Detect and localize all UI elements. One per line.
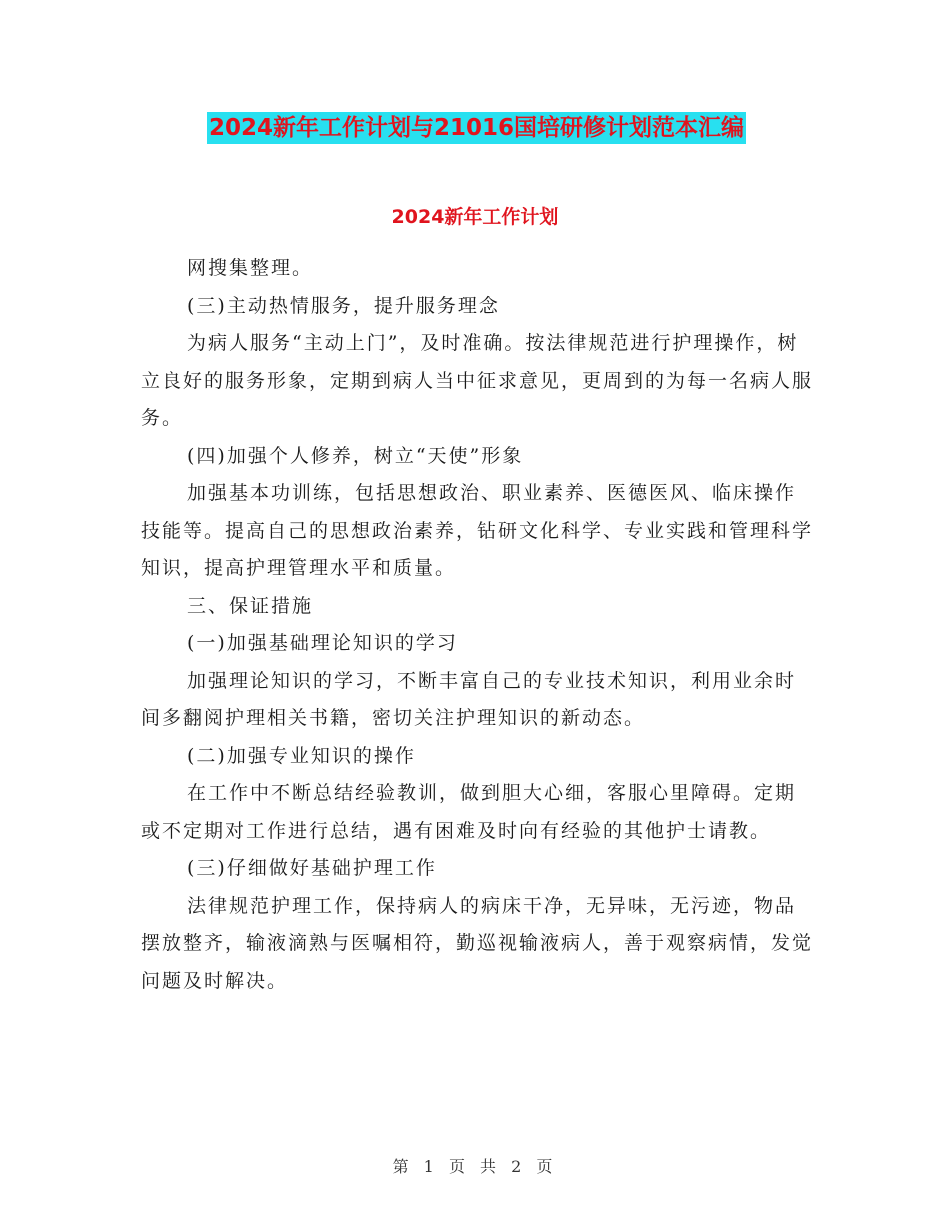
paragraph: 在工作中不断总结经验教训，做到胆大心细，客服心里障碍。定期或不定期对工作进行总结，遇有困难及时向有经验的其他护士请教。 <box>141 782 797 842</box>
document-title: 2024新年工作计划与21016国培研修计划范本汇编 <box>207 112 746 144</box>
page-number-footer: 第 1 页 共 2 页 <box>392 1157 558 1176</box>
section-title: 2024新年工作计划 <box>391 206 559 228</box>
paragraph: 法律规范护理工作，保持病人的病床干净，无异味，无污迹，物品摆放整齐，输液滴熟与医嘱相符，勤巡视输液病人，善于观察病情，发觉问题及时解决。 <box>141 894 814 992</box>
paragraph: (三)主动热情服务，提升服务理念 <box>187 294 500 317</box>
paragraph: 三、保证措施 <box>187 594 314 617</box>
paragraph: (二)加强专业知识的操作 <box>187 744 416 767</box>
paragraph: 加强理论知识的学习，不断丰富自己的专业技术知识，利用业余时间多翻阅护理相关书籍，密切关注护理知识的新动态。 <box>141 669 797 729</box>
paragraph: 为病人服务“主动上门”，及时准确。按法律规范进行护理操作，树立良好的服务形象，定期到病人当中征求意见，更周到的为每一名病人服务。 <box>141 332 814 429</box>
paragraph: (四)加强个人修养，树立“天使”形象 <box>187 444 524 467</box>
paragraph: 网搜集整理。 <box>187 257 314 279</box>
paragraph: (一)加强基础理论知识的学习 <box>187 632 458 654</box>
paragraph: 加强基本功训练，包括思想政治、职业素养、医德医风、临床操作技能等。提高自己的思想政治素养，钻研文化科学、专业实践和管理科学知识，提高护理管理水平和质量。 <box>141 482 814 579</box>
paragraph: (三)仔细做好基础护理工作 <box>187 857 437 879</box>
document-body <box>141 250 813 1000</box>
